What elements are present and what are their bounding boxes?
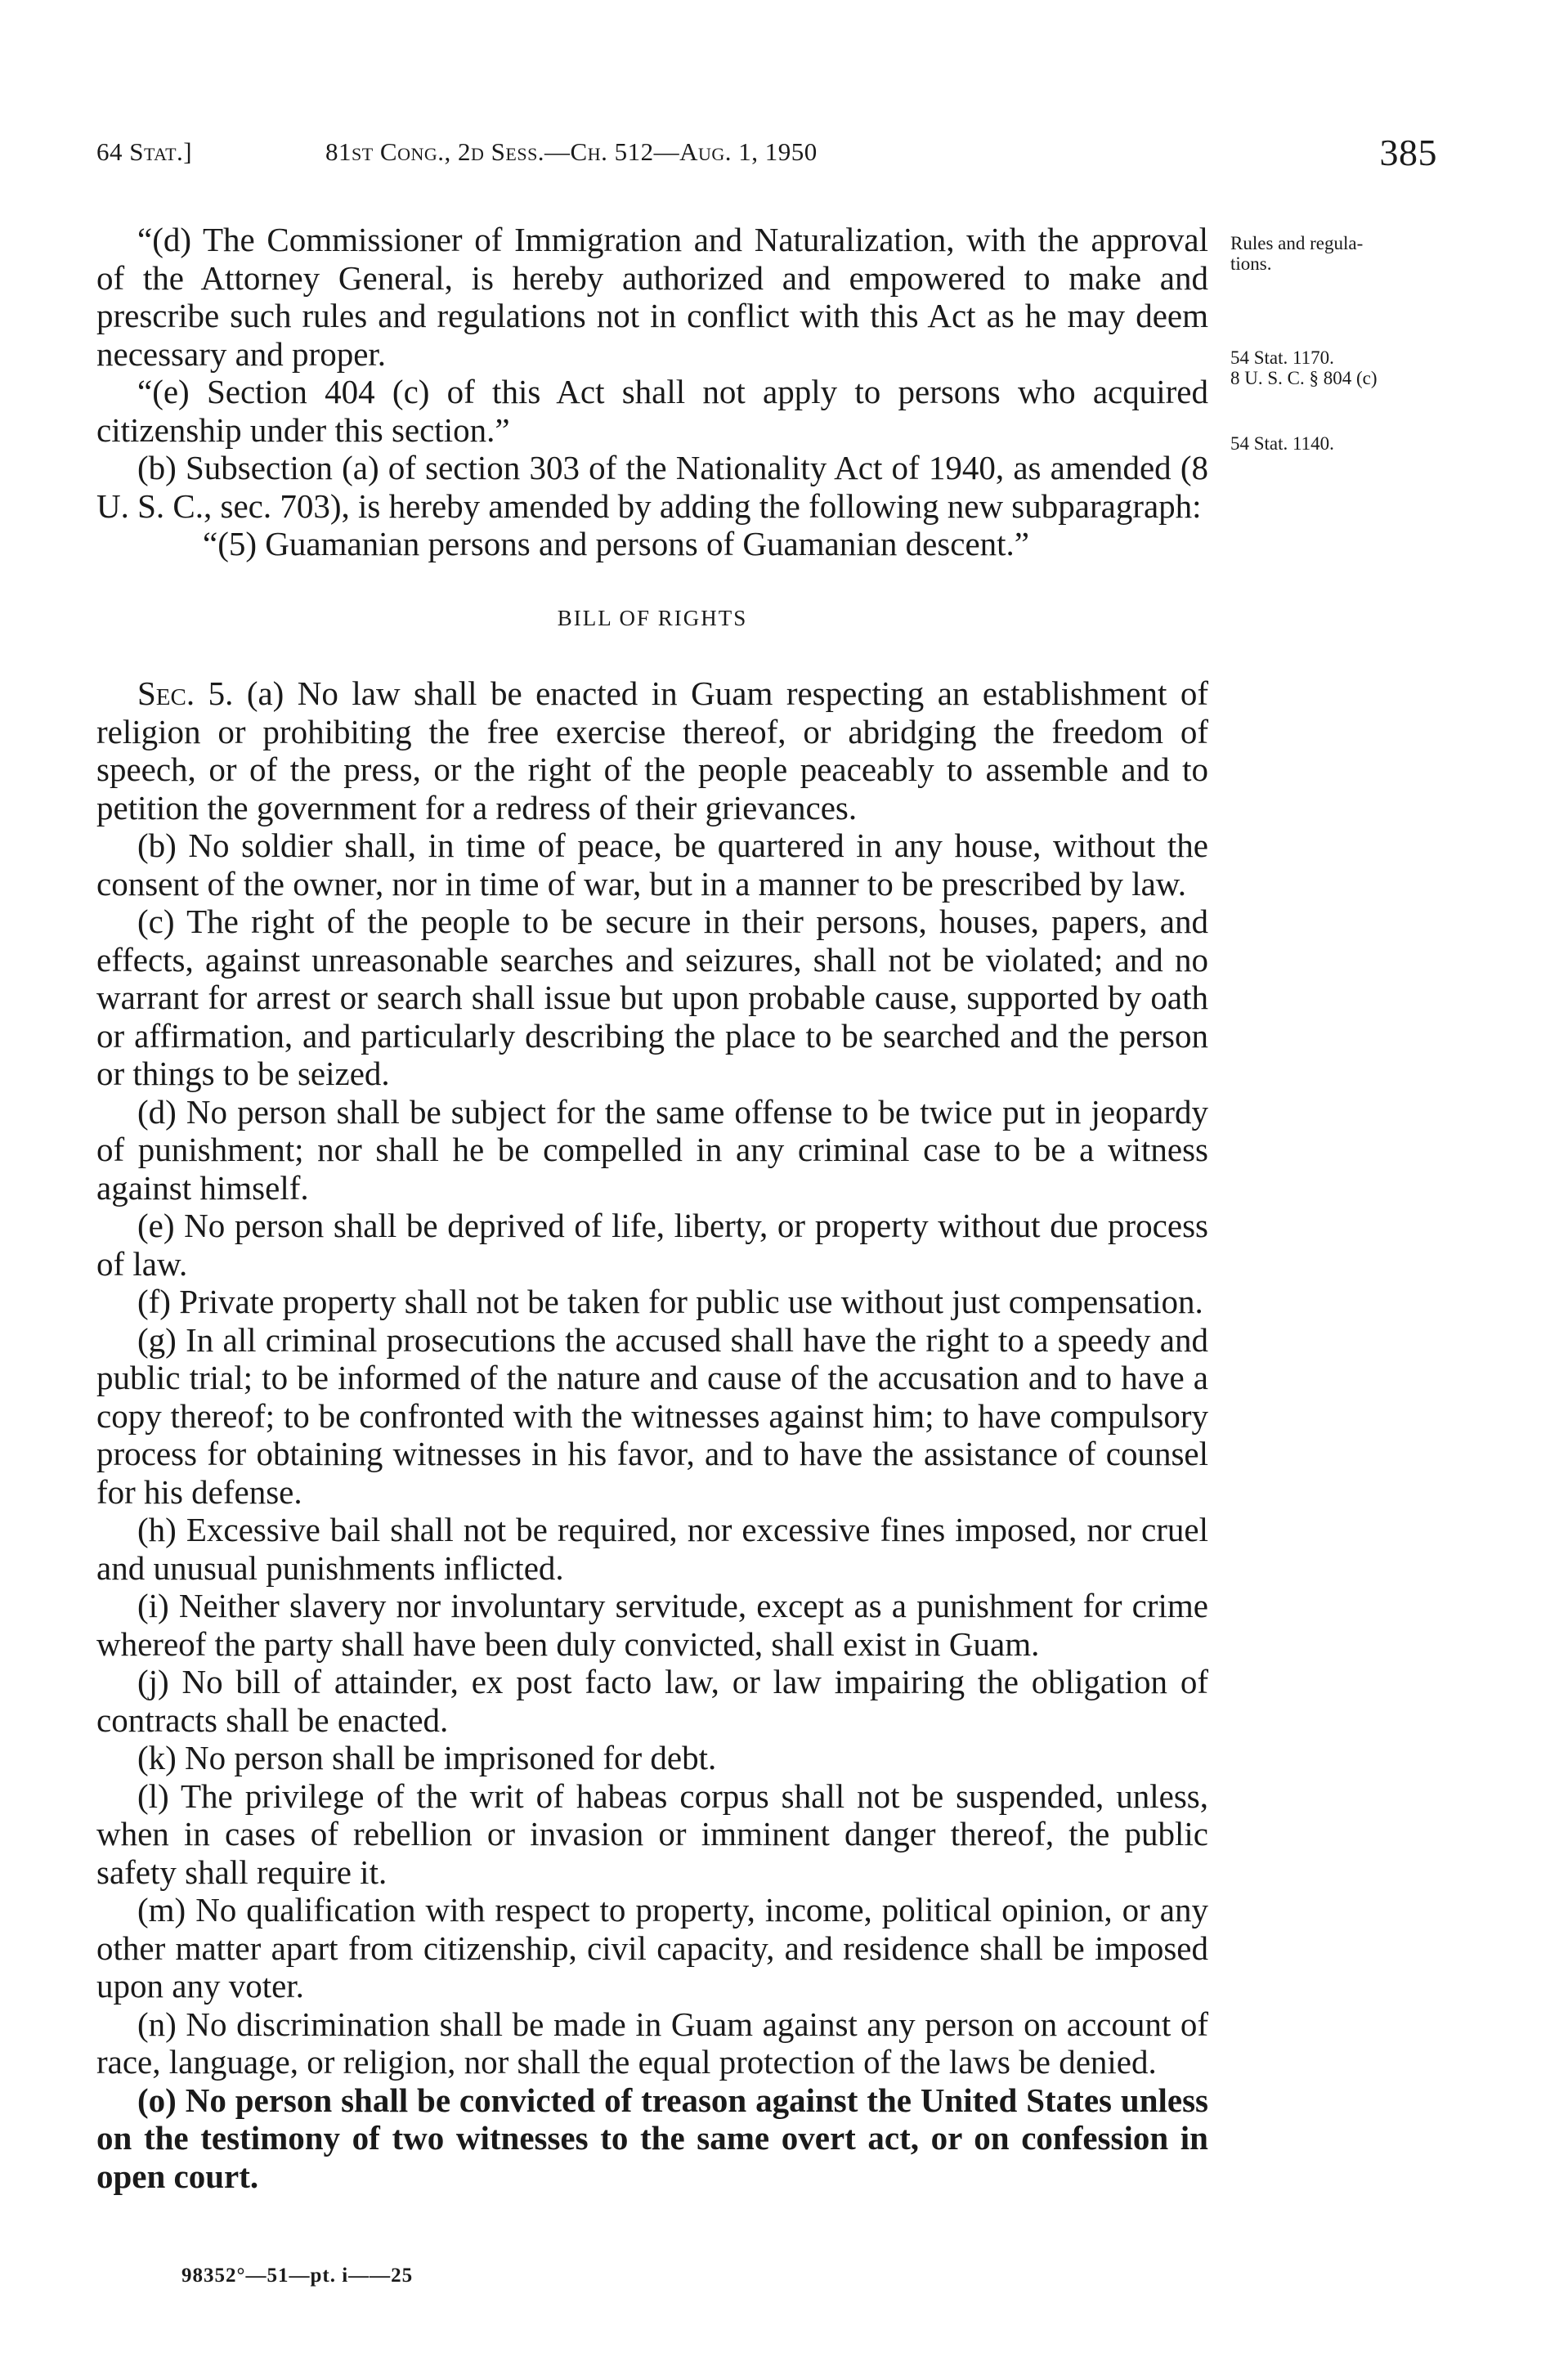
- clause-j: (j) No bill of attainder, ex post facto law, or law impairing the obligation of contracts shall be enacted.: [96, 1663, 1208, 1739]
- margin-note-rules: [1230, 233, 1467, 274]
- clause-d: (d) No person shall be subject for the same offense to be twice put in jeopardy of punishment; nor shall he be compelled in any criminal case to be a witness against himself.: [96, 1092, 1208, 1207]
- main-text: [96, 221, 1208, 2195]
- clause-k: (k) No person shall be imprisoned for debt.: [137, 1739, 717, 1776]
- margin-note-stat-text: 54 Stat. 1140.: [1230, 433, 1334, 454]
- header-volume: 64 Stat.]: [96, 137, 193, 166]
- clause-h: (h) Excessive bail shall not be required, nor excessive fines imposed, nor cruel and unusual punishments inflicted.: [96, 1511, 1208, 1587]
- paragraph-b: (b) Subsection (a) of section 303 of the Nationality Act of 1940, as amended (8 U. S. C., sec. 703), is hereby amended by adding the following new subparagraph:: [96, 449, 1208, 525]
- clause-o: (o) No person shall be convicted of treason against the United States unless on the testimony of two witnesses to the same overt act, or on confession in open court.: [96, 2081, 1208, 2195]
- margin-note-stat: [1230, 433, 1467, 454]
- margin-note-citation-text: 54 Stat. 1170. 8 U. S. C. § 804 (c): [1230, 347, 1378, 388]
- clause-m: (m) No qualification with respect to property, income, political opinion, or any other matter apart from citizenship, civil capacity, and residence shall be imposed upon any voter.: [96, 1891, 1208, 2005]
- page-number: 385: [1379, 132, 1437, 173]
- paragraph-5: “(5) Guamanian persons and persons of Guamanian descent.”: [203, 525, 1029, 562]
- running-header: [96, 131, 1437, 180]
- paragraph-d: “(d) The Commissioner of Immigration and Naturalization, with the approval of the Attorney General, is hereby authorized and empowered to make and prescribe such rules and regulations not in conflict with this Act as he may deem necessary and proper.: [96, 221, 1208, 373]
- margin-note-rules-text: Rules and regula- tions.: [1230, 233, 1364, 274]
- clause-i: (i) Neither slavery nor involuntary servitude, except as a punishment for crime whereof the party shall have been duly convicted, shall exist in Guam.: [96, 1587, 1208, 1663]
- footer-printer-code: 98352°—51—pt. i——25: [181, 2265, 414, 2287]
- clause-c: (c) The right of the people to be secure in their persons, houses, papers, and effects, against unreasonable searches and seizures, shall not be violated; and no warrant for arrest or search shall issue but upon probable cause, supported by oath or affirmation, and particularly describing the place to be searched and the person or things to be seized.: [96, 903, 1208, 1092]
- clause-b: (b) No soldier shall, in time of peace, be quartered in any house, without the consent of the owner, nor in time of war, but in a manner to be prescribed by law.: [96, 827, 1208, 903]
- clause-a-text: (a) No law shall be enacted in Guam respecting an establishment of religion or prohibiting the free exercise thereof, or abridging the freedom of speech, or of the press, or the right of the people peaceably to assemble and to petition the government for a redress of their grievances.: [96, 674, 1209, 827]
- clause-g: (g) In all criminal prosecutions the accused shall have the right to a speedy and public trial; to be informed of the nature and cause of the accusation and to have a copy thereof; to be confronted with the witnesses against him; to have compulsory process for obtaining witnesses in his favor, and to have the assistance of counsel for his defense.: [96, 1320, 1208, 1511]
- margin-note-citation: [1230, 347, 1467, 388]
- clause-l: (l) The privilege of the writ of habeas corpus shall not be suspended, unless, when in cases of rebellion or invasion or imminent danger thereof, the public safety shall require it.: [96, 1776, 1208, 1891]
- header-session: 81st Cong., 2d Sess.—Ch. 512—Aug. 1, 1950: [325, 137, 818, 166]
- clause-n: (n) No discrimination shall be made in Guam against any person on account of race, language, or religion, nor shall the equal protection of the laws be denied.: [96, 2005, 1208, 2081]
- section-label: Sec. 5.: [137, 674, 234, 712]
- clause-f: (f) Private property shall not be taken for public use without just compensation.: [137, 1283, 1203, 1320]
- clause-e: (e) No person shall be deprived of life, liberty, or property without due process of law.: [96, 1207, 1208, 1283]
- section-heading: BILL OF RIGHTS: [557, 605, 748, 630]
- paragraph-e: “(e) Section 404 (c) of this Act shall not apply to persons who acquired citizenship under this section.”: [96, 373, 1208, 449]
- clause-a: [96, 674, 1208, 827]
